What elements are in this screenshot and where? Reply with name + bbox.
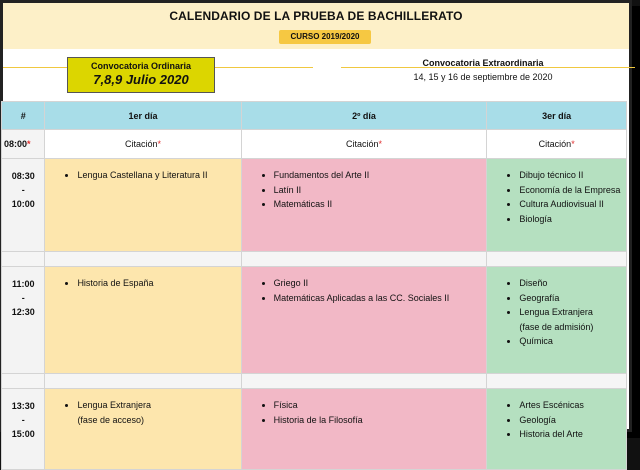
spacer-row bbox=[2, 374, 627, 389]
subject-item: • Latín II bbox=[274, 183, 487, 198]
asterisk: * bbox=[378, 139, 383, 149]
day2-cell bbox=[241, 159, 487, 252]
course-badge: CURSO 2019/2020 bbox=[279, 30, 371, 44]
citation-time-label: 08:00 bbox=[4, 139, 28, 149]
day1-cell bbox=[45, 159, 241, 252]
header bbox=[3, 3, 629, 50]
citation-label: Citación bbox=[538, 139, 572, 149]
subject-item: • Física bbox=[274, 398, 487, 413]
subject-item: • Lengua Extranjera bbox=[77, 398, 240, 413]
subject-item: • Griego II bbox=[274, 276, 487, 291]
subject-item: • Matemáticas II bbox=[274, 197, 487, 212]
schedule-table bbox=[1, 101, 627, 470]
citation-label: Citación bbox=[125, 139, 158, 149]
time-end: 15:00 bbox=[11, 429, 35, 439]
subject-item: • Lengua Extranjera bbox=[519, 305, 626, 320]
table-header bbox=[2, 102, 627, 130]
subject-item: • Cultura Audiovisual II bbox=[519, 197, 626, 212]
subject-item-note: (fase de acceso) bbox=[77, 414, 144, 425]
ordinaria-box bbox=[67, 57, 215, 93]
time-end: 10:00 bbox=[11, 199, 35, 209]
subject-item: • Geología bbox=[519, 413, 626, 428]
citation-label: Citación bbox=[345, 139, 379, 149]
spacer-row bbox=[2, 252, 627, 267]
col-header-index: # bbox=[2, 102, 45, 130]
col-header-day3: 3er día bbox=[487, 102, 627, 130]
day2-cell bbox=[241, 267, 487, 374]
page-title: CALENDARIO DE LA PRUEBA DE BACHILLERATO bbox=[169, 9, 463, 23]
asterisk: * bbox=[571, 139, 575, 149]
day3-cell bbox=[487, 389, 627, 470]
subject-item: • Historia de la Filosofía bbox=[274, 413, 487, 428]
subject-item: • Economía de la Empresa bbox=[519, 183, 626, 198]
citation-cell bbox=[487, 130, 627, 159]
time-cell bbox=[2, 159, 45, 252]
day1-cell bbox=[45, 389, 241, 470]
citation-cell bbox=[45, 130, 241, 159]
day3-cell bbox=[487, 159, 627, 252]
extraordinaria-dates: 14, 15 y 16 de septiembre de 2020 bbox=[413, 72, 553, 82]
ordinaria-dates: 7,8,9 Julio 2020 bbox=[93, 72, 189, 87]
time-dash: - bbox=[21, 293, 25, 303]
citation-time bbox=[2, 130, 45, 159]
citation-row bbox=[2, 130, 627, 159]
citation-cell bbox=[241, 130, 487, 159]
time-dash: - bbox=[21, 185, 25, 195]
convocatorias bbox=[3, 49, 629, 101]
slot-row bbox=[2, 159, 627, 252]
col-header-day2: 2º día bbox=[241, 102, 487, 130]
subject-item: • Química bbox=[519, 334, 626, 349]
subject-item: • Diseño bbox=[519, 276, 626, 291]
col-header-day1: 1er día bbox=[45, 102, 241, 130]
time-end: 12:30 bbox=[11, 307, 35, 317]
subject-item: • Dibujo técnico II bbox=[519, 168, 626, 183]
time-cell bbox=[2, 267, 45, 374]
subject-item-note: (fase de admisión) bbox=[519, 321, 594, 332]
subject-item: • Historia de España bbox=[77, 276, 240, 291]
subject-item: • Lengua Castellana y Literatura II bbox=[77, 168, 240, 183]
time-start: 11:00 bbox=[11, 279, 35, 289]
day3-cell bbox=[487, 267, 627, 374]
subject-item: • Historia del Arte bbox=[519, 427, 626, 442]
day2-cell bbox=[241, 389, 487, 470]
time-start: 13:30 bbox=[11, 401, 35, 411]
time-cell bbox=[2, 389, 45, 470]
subject-item: • Fundamentos del Arte II bbox=[274, 168, 487, 183]
time-dash: - bbox=[21, 415, 25, 425]
ordinaria-title: Convocatoria Ordinaria bbox=[90, 61, 192, 71]
extraordinaria-title: Convocatoria Extraordinaria bbox=[422, 58, 544, 68]
time-start: 08:30 bbox=[11, 171, 35, 181]
asterisk: * bbox=[157, 139, 162, 149]
slot-row bbox=[2, 267, 627, 374]
subject-item: • Geografía bbox=[519, 291, 626, 306]
slot-row bbox=[2, 389, 627, 470]
subject-item: • Biología bbox=[519, 212, 626, 227]
day1-cell bbox=[45, 267, 241, 374]
asterisk: * bbox=[27, 139, 31, 149]
subject-item: • Matemáticas Aplicadas a las CC. Sociales II bbox=[274, 291, 487, 306]
subject-item: • Artes Escénicas bbox=[519, 398, 626, 413]
